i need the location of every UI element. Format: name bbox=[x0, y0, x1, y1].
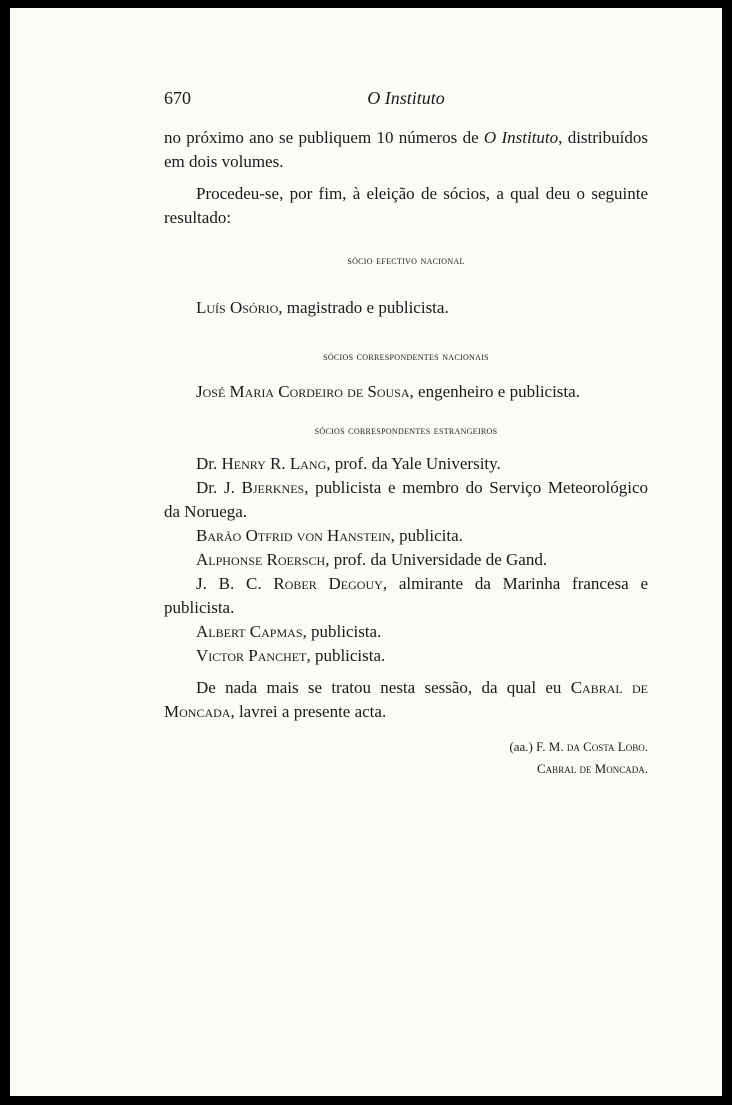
signature-line: Cabral de Moncada. bbox=[537, 761, 648, 776]
page-header bbox=[164, 88, 648, 112]
section-heading-correspondentes-nacionais: sócios correspondentes nacionais bbox=[323, 349, 489, 363]
page-body bbox=[164, 126, 648, 780]
member-entry: Albert Capmas, publicista. bbox=[196, 622, 382, 641]
running-title: O Instituto bbox=[367, 88, 445, 108]
signatures bbox=[164, 736, 648, 780]
section-heading-correspondentes-estrangeiros: sócios correspondentes estrangeiros bbox=[314, 423, 498, 437]
member-entry: José Maria Cordeiro de Sousa, engenheiro e publicista. bbox=[196, 382, 580, 401]
member-entry: Barão Otfrid von Hanstein, publicita. bbox=[196, 526, 463, 545]
closing-paragraph: De nada mais se tratou nesta sessão, da qual eu Cabral de Moncada, lavrei a presente acta. bbox=[164, 678, 648, 721]
foreign-members-list bbox=[164, 452, 648, 668]
member-entry: Dr. Henry R. Lang, prof. da Yale University. bbox=[196, 454, 501, 473]
member-entry: Alphonse Roersch, prof. da Universidade de Gand. bbox=[196, 550, 548, 569]
document-page bbox=[10, 8, 722, 1096]
page-number: 670 bbox=[164, 88, 191, 108]
paragraph-election: Procedeu-se, por fim, à eleição de sócios, a qual deu o seguinte resultado: bbox=[164, 184, 648, 227]
member-entry: J. B. C. Rober Degouy, almirante da Marinha francesa e publicista. bbox=[164, 574, 648, 617]
section-heading-efectivo: sócio efectivo nacional bbox=[347, 253, 465, 267]
journal-title: O Instituto bbox=[483, 128, 559, 147]
member-entry: Victor Panchet, publicista. bbox=[196, 646, 386, 665]
member-entry: Luís Osório, magistrado e publicista. bbox=[196, 298, 449, 317]
signature-line: (aa.) F. M. da Costa Lobo. bbox=[509, 739, 648, 754]
member-entry: Dr. J. Bjerknes, publicista e membro do Serviço Meteorológico da Noruega. bbox=[164, 478, 648, 521]
paragraph-continuation: no próximo ano se publiquem 10 números de O Instituto, distribuídos em dois volumes. bbox=[164, 128, 648, 171]
